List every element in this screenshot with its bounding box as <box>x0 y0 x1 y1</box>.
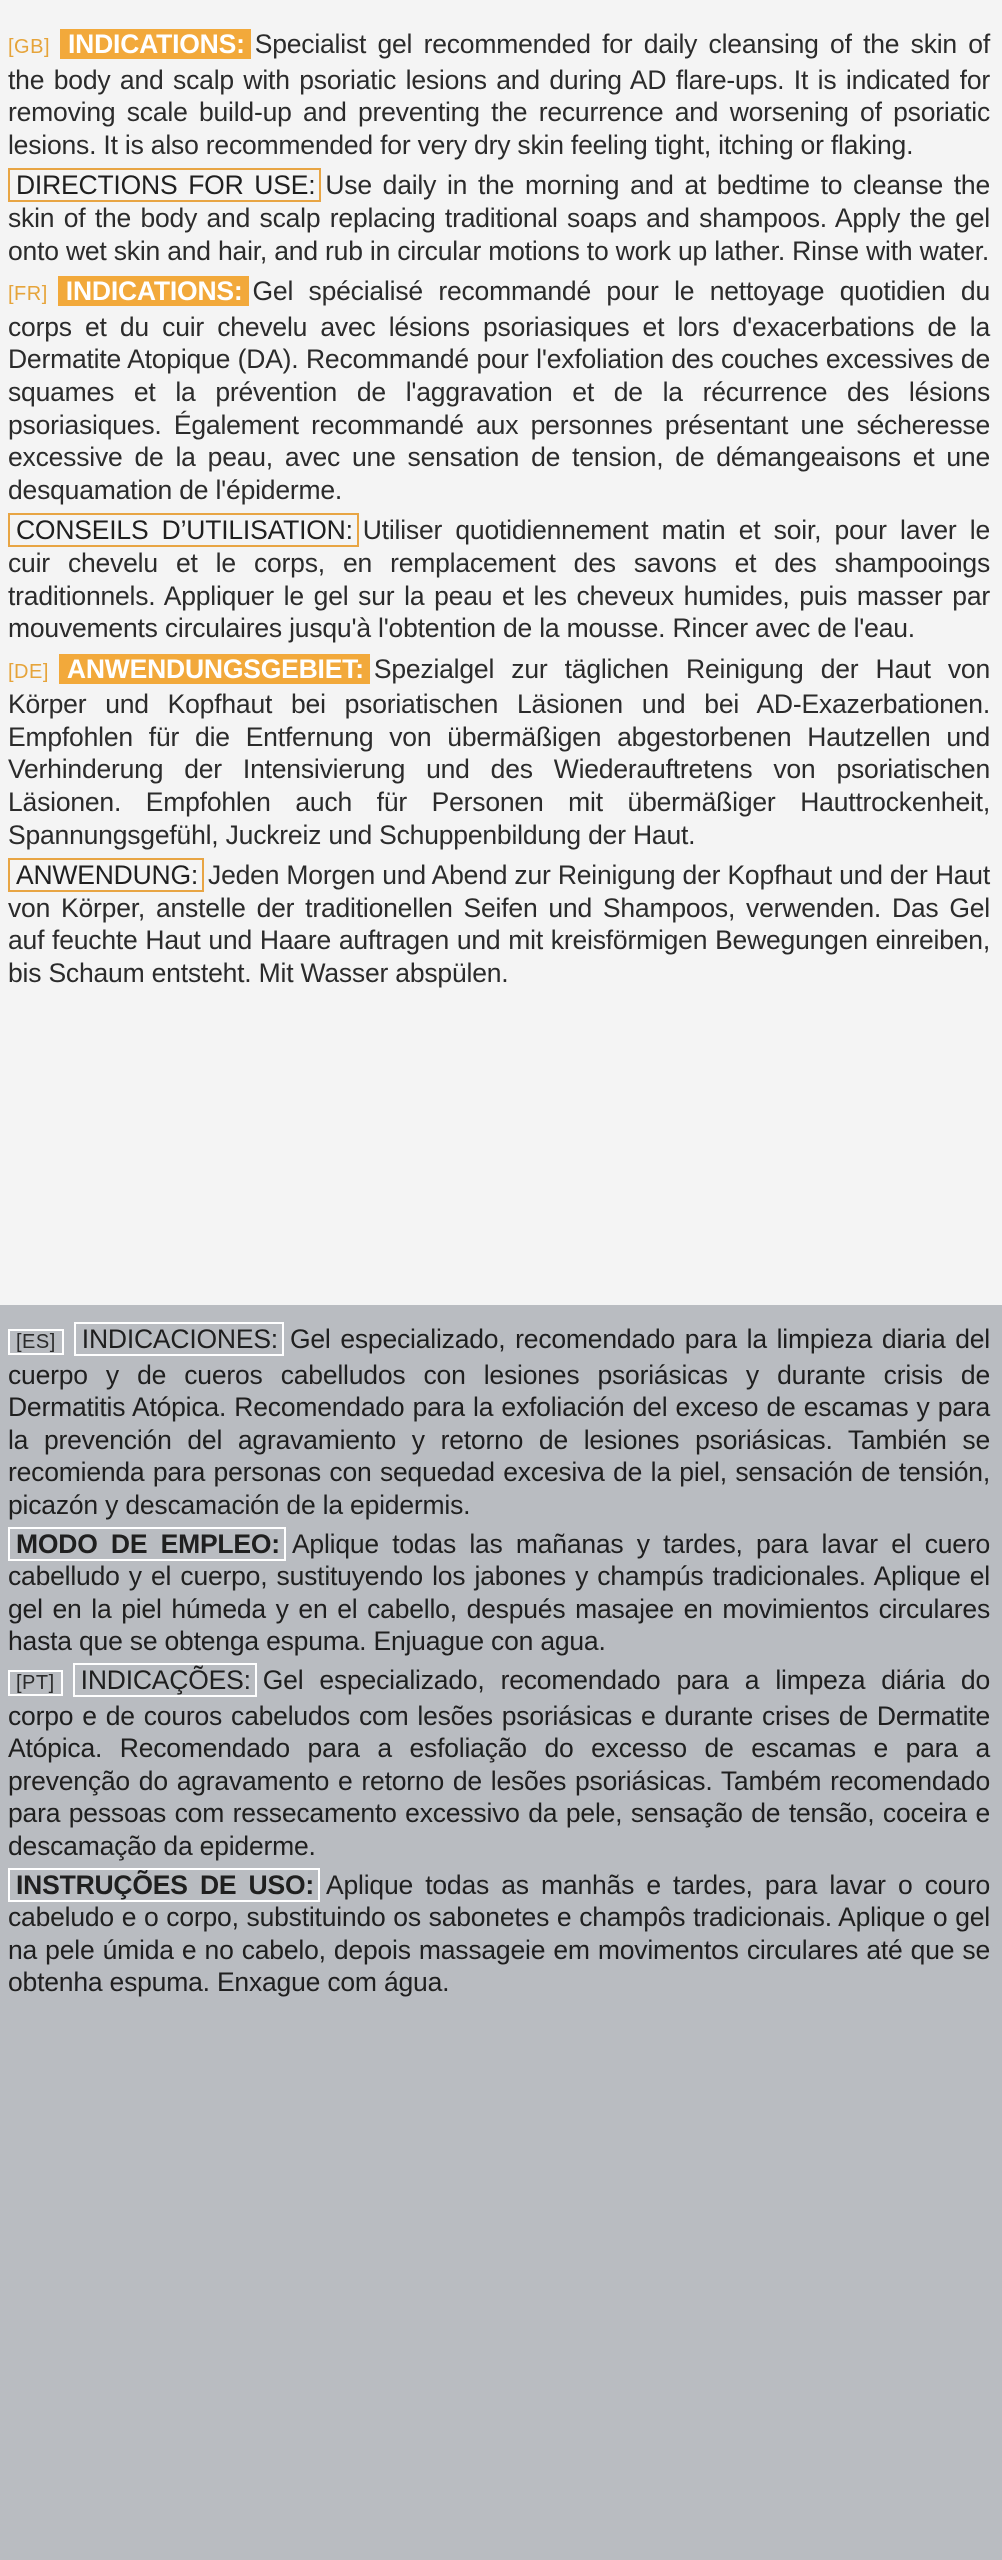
de-indications-text: Spezialgel zur täglichen Reinigung der Haut von Körper und Kopfhaut bei psoriatischen Läsionen und bei AD-Exazerbationen. Empfohlen für die Entfernung von übermäßigen abgestorbenen Hautzellen und Verhinderung der Intensivierung und des Wiederauftretens von psoriatischen Läsionen. Empfohlen auch für Personen mit übermäßiger Hauttrockenheit, Spannungsgefühl, Juckreiz und Schuppenbildung der Haut. <box>8 653 990 850</box>
de-directions-label: ANWENDUNG: <box>8 858 204 892</box>
pt-indications-label: INDICAÇÕES: <box>73 1663 257 1697</box>
gb-language-code: [GB] <box>8 36 51 58</box>
pt-directions-label: INSTRUÇÕES DE USO: <box>8 1868 320 1902</box>
gb-directions-label: DIRECTIONS FOR USE: <box>8 168 321 202</box>
light-panel-column <box>8 28 990 998</box>
fr-language-code: [FR] <box>8 283 48 306</box>
de-indications-label: ANWENDUNGSGEBIET: <box>59 654 370 684</box>
gb-indications-paragraph <box>8 28 990 161</box>
fr-indications-text: Gel spécialisé recommandé pour le nettoyage quotidien du corps et du cuir chevelu avec lésions psoriasiques et lors d'exacerbations de la Dermatite Atopique (DA). Recommandé pour l'exfoliation des couches excessives de squames et la prévention de l'aggravation et de la récurrence des lésions psoriasiques. Également recommandé aux personnes présentant une sécheresse excessive de la peau, avec une sensation de tension, de démangeaisons et une desquamation de l'épiderme. <box>8 276 990 505</box>
grey-panel-column <box>8 1323 990 2005</box>
fr-directions-paragraph <box>8 514 990 644</box>
pt-directions-text: Aplique todas as manhãs e tardes, para lavar o couro cabeludo e o corpo, substituindo os sabonetes e champôs tradicionais. Aplique o gel na pele úmida e no cabelo, depois massageie em movimentos circulares até que se obtenha espuma. Enxague com água. <box>8 1869 990 1998</box>
es-indications-label: INDICACIONES: <box>74 1322 284 1356</box>
fr-directions-label: CONSEILS D’UTILISATION: <box>8 513 359 547</box>
pt-directions-paragraph <box>8 1869 990 1999</box>
gb-directions-paragraph <box>8 169 990 267</box>
gb-directions-text: Use daily in the morning and at bedtime to cleanse the skin of the body and scalp replacing traditional soaps and shampoos. Apply the gel onto wet skin and hair, and rub in circular motions to work up lather. Rinse with water. <box>8 170 991 266</box>
de-directions-text: Jeden Morgen und Abend zur Reinigung der Kopfhaut und der Haut von Körper, anstelle der traditionellen Seifen und Shampoos, verwenden. Das Gel auf feuchte Haut und Haare auftragen und mit kreisförmigen Bewegungen einreiben, bis Schaum entsteht. Mit Wasser abspülen. <box>8 860 990 989</box>
es-indications-paragraph <box>8 1323 990 1522</box>
fr-indications-paragraph <box>8 275 990 506</box>
grey-panel <box>0 1305 1002 2560</box>
de-indications-paragraph <box>8 653 990 852</box>
gb-indications-label: INDICATIONS: <box>60 29 251 59</box>
pt-indications-text: Gel especializado, recomendado para a limpeza diária do corpo e de couros cabeludos com lesões psoriásicas e durante crises de Dermatite Atópica. Recomendado para a esfoliação do excesso de escamas e para a prevenção do agravamento e retorno de lesões psoriásicas. Também recomendado para pessoas com ressecamento excessivo da pele, sensação de tensão, coceira e descamação da epiderme. <box>8 1664 990 1861</box>
es-language-code: [ES] <box>8 1329 64 1355</box>
es-directions-text: Aplique todas las mañanas y tardes, para lavar el cuero cabelludo y el cuerpo, sustituyendo los jabones y champús tradicionales. Aplique el gel en la piel húmeda y en el cabello, después masajee en movimientos circulares hasta que se obtenga espuma. Enjuague con agua. <box>8 1528 990 1657</box>
es-directions-paragraph <box>8 1528 990 1658</box>
pt-language-code: [PT] <box>8 1670 63 1696</box>
es-directions-label: MODO DE EMPLEO: <box>8 1527 286 1561</box>
de-language-code: [DE] <box>8 660 49 683</box>
fr-indications-label: INDICATIONS: <box>58 276 249 306</box>
fr-directions-text: Utiliser quotidiennement matin et soir, pour laver le cuir chevelu et le corps, en remplacement des savons et des shampooings traditionnels. Appliquer le gel sur la peau et les cheveux humides, puis masser par mouvements circulaires jusqu'à l'obtention de la mousse. Rincer avec de l'eau. <box>8 515 990 644</box>
es-indications-text: Gel especializado, recomendado para la limpieza diaria del cuerpo y de cueros cabelludos con lesiones psoriásicas y durante crisis de Dermatitis Atópica. Recomendado para la exfoliación del exceso de escamas y para la prevención del agravamiento y retorno de lesiones psoriásicas. También se recomienda para personas con sequedad excesiva de la piel, sensación de tensión, picazón y descamación de la epidermis. <box>8 1324 990 1520</box>
pt-indications-paragraph <box>8 1664 990 1863</box>
gb-indications-text: Specialist gel recommended for daily cleansing of the skin of the body and scalp with psoriatic lesions and during AD flare-ups. It is indicated for removing scale build-up and preventing the recurrence and worsening of psoriatic lesions. It is also recommended for very dry skin feeling tight, itching or flaking. <box>8 29 990 160</box>
de-directions-paragraph <box>8 859 990 989</box>
